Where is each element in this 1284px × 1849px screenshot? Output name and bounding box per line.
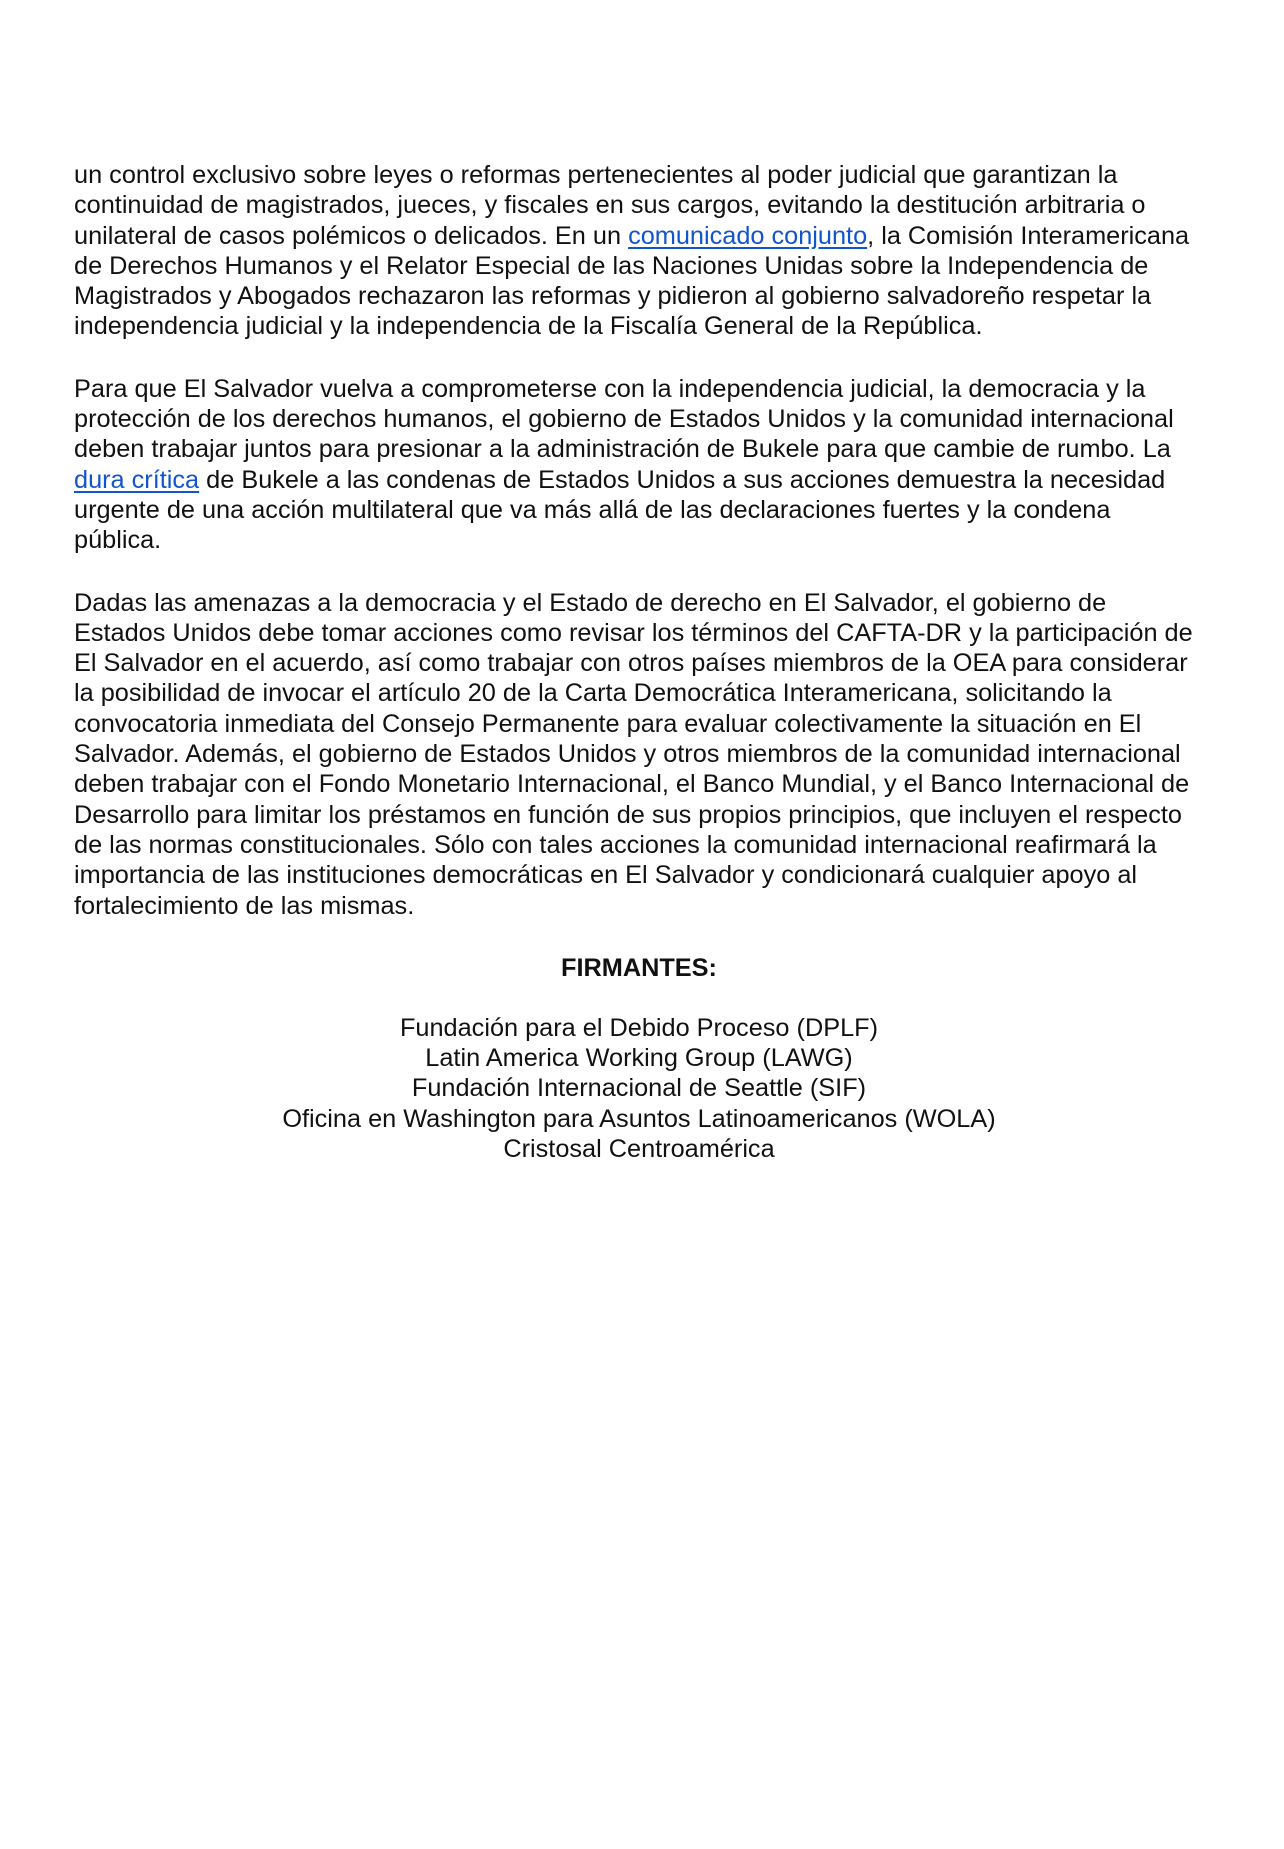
- paragraph: [74, 588, 1204, 921]
- inline-link[interactable]: dura crítica: [74, 465, 200, 494]
- body-text: [74, 160, 1204, 921]
- paragraph-text: un control exclusivo sobre leyes o reformas pertenecientes al poder judicial que garantizan la continuidad de magistrados, jueces, y fiscales en sus cargos, evitando la destitución arbitraria o unilateral de casos polémicos o delicados. En un: [74, 161, 1146, 250]
- signer-name: Fundación Internacional de Seattle (SIF): [411, 1074, 867, 1103]
- signer-name: Oficina en Washington para Asuntos Latinoamericanos (WOLA): [282, 1104, 996, 1133]
- signer-name: Cristosal Centroamérica: [503, 1135, 775, 1164]
- paragraph-text: de Bukele a las condenas de Estados Unidos a sus acciones demuestra la necesidad urgente de una acción multilateral que va más allá de las declaraciones fuertes y la condena pública.: [74, 465, 1166, 555]
- paragraph-text: Dadas las amenazas a la democracia y el Estado de derecho en El Salvador, el gobierno de Estados Unidos debe tomar acciones como revisar los términos del CAFTA-DR y la participación de El Salvador en el acuerdo, así como trabajar con otros países miembros de la OEA para considerar la posibilidad de invocar el artículo 20 de la Carta Democrática Interamericana, solicitando la convocatoria inmediata del Consejo Permanente para evaluar colectivamente la situación en El Salvador. Además, el gobierno de Estados Unidos y otros miembros de la comunidad internacional deben trabajar con el Fondo Monetario Internacional, el Banco Mundial, y el Banco Internacional de Desarrollo para limitar los préstamos en función de sus propios principios, que incluyen el respecto de las normas constitucionales. Sólo con tales acciones la comunidad internacional reafirmará la importancia de las instituciones democráticas en El Salvador y condicionará cualquier apoyo al fortalecimiento de las mismas.: [74, 588, 1193, 920]
- inline-link[interactable]: comunicado conjunto: [628, 221, 868, 250]
- paragraph: [74, 160, 1204, 342]
- document-page: [74, 160, 1204, 1164]
- paragraph-text: , la Comisión Interamericana de Derechos Humanos y el Relator Especial de las Naciones Unidas sobre la Independencia de Magistrados y Abogados rechazaron las reformas y pidieron al gobierno salvadoreño respetar la independencia judicial y la independencia de la Fiscalía General de la República.: [74, 221, 1190, 341]
- signers-list: [74, 1013, 1204, 1164]
- signer-name: Latin America Working Group (LAWG): [425, 1044, 853, 1073]
- signer-name: Fundación para el Debido Proceso (DPLF): [399, 1013, 879, 1042]
- paragraph: [74, 374, 1204, 556]
- signers-heading: FIRMANTES:: [561, 953, 717, 982]
- paragraph-text: Para que El Salvador vuelva a comprometerse con la independencia judicial, la democracia y la protección de los derechos humanos, el gobierno de Estados Unidos y la comunidad internacional deben trabajar juntos para presionar a la administración de Bukele para que cambie de rumbo. La: [74, 374, 1174, 464]
